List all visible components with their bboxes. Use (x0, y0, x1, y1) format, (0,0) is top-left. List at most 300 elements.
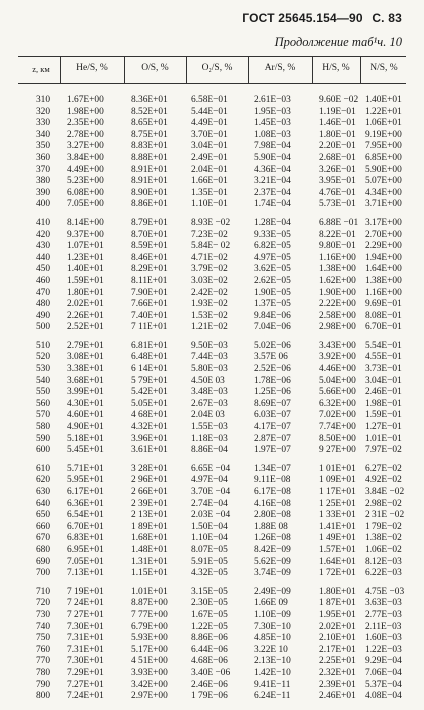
ar-cell: 1.10E−09 (254, 609, 291, 620)
h-cell: 2.98E+00 (319, 322, 356, 333)
o-cell: 2 66E+01 (131, 487, 168, 497)
he-cell: 4.49E+00 (67, 164, 104, 175)
n-cell: 6.27E−02 (365, 463, 402, 474)
altitude-cell: 530 (35, 364, 50, 375)
o-cell: 1 89E+01 (131, 521, 168, 532)
n-cell: 4.75E −03 (365, 586, 405, 597)
h-cell: 2.20E−01 (319, 141, 356, 152)
n-cell: 4.08E−04 (365, 691, 402, 702)
table-row (0, 299, 424, 311)
n-cell: 4.34E+00 (365, 187, 402, 198)
o2-cell: 1.10E−01 (191, 199, 228, 210)
table-row (0, 445, 424, 457)
h-cell: 1 01E+01 (319, 463, 356, 474)
table-row-group (0, 587, 424, 703)
ar-cell: 9.11E−08 (254, 475, 291, 486)
ar-cell: 8.42E−09 (254, 544, 291, 555)
h-cell: 4.46E+00 (319, 364, 356, 375)
ar-cell: 9.84E−06 (254, 310, 291, 321)
o2-cell: 1.50E−04 (191, 521, 228, 532)
o2-cell: 3.03E−02 (191, 275, 228, 286)
o2-cell: 4.97E−04 (191, 475, 228, 486)
n-cell: 4.92E−02 (365, 475, 402, 486)
altitude-cell: 470 (35, 287, 50, 298)
h-cell: 8.50E+00 (319, 433, 356, 444)
column-header-altitude: z, км (32, 64, 50, 74)
he-cell: 2.78E+00 (67, 129, 104, 140)
o-cell: 1.31E+01 (131, 556, 168, 567)
ar-cell: 1.28E−04 (254, 217, 291, 228)
he-cell: 7.31E+01 (67, 633, 104, 644)
he-cell: 6.70E+01 (67, 521, 104, 532)
o2-cell: 4.71E−02 (191, 252, 228, 263)
o-cell: 8.46E+01 (131, 252, 168, 263)
n-cell: 2.98E−02 (365, 498, 402, 509)
n-cell: 3.63E−03 (365, 598, 402, 609)
ar-cell: 2.87E−07 (254, 433, 291, 444)
he-cell: 5.45E+01 (67, 445, 104, 456)
altitude-cell: 750 (35, 633, 50, 644)
table-row (0, 568, 424, 580)
o-cell: 8.83E+01 (131, 141, 168, 152)
table-row (0, 533, 424, 545)
n-cell: 5.54E−01 (365, 340, 402, 351)
o2-cell: 1.10E−04 (191, 533, 228, 544)
h-cell: 3.92E+00 (319, 352, 356, 363)
he-cell: 7.30E+01 (67, 656, 104, 667)
ar-cell: 1.90E−05 (254, 287, 291, 298)
table-row (0, 510, 424, 522)
h-cell: 1 17E+01 (319, 487, 356, 497)
he-cell: 3.99E+01 (67, 387, 104, 398)
n-cell: 2 31E −02 (365, 510, 405, 521)
h-cell: 1.95E+01 (319, 609, 356, 620)
table-row (0, 376, 424, 388)
altitude-cell: 340 (35, 129, 50, 140)
o-cell: 1.01E+01 (131, 586, 168, 597)
h-cell: 1.19E−01 (319, 106, 356, 117)
table-row (0, 645, 424, 657)
he-cell: 7.05E+01 (67, 556, 104, 567)
ar-cell: 6.17E−08 (254, 487, 291, 497)
he-cell: 4.30E+01 (67, 398, 104, 409)
he-cell: 7.27E+01 (67, 679, 104, 690)
altitude-cell: 690 (35, 556, 50, 567)
h-cell: 1.46E−01 (319, 118, 356, 129)
ar-cell: 4.16E−08 (254, 498, 291, 509)
h-cell: 7.02E+00 (319, 410, 356, 421)
altitude-cell: 380 (35, 176, 50, 187)
o2-cell: 9.50E−03 (191, 340, 228, 351)
n-cell: 6.22E−03 (365, 568, 402, 579)
table-body (0, 95, 424, 710)
ar-cell: 3.62E−05 (254, 264, 291, 275)
he-cell: 2.26E+01 (67, 310, 104, 321)
altitude-cell: 540 (35, 375, 50, 386)
ar-cell: 1.74E−04 (254, 199, 291, 210)
ar-cell: 2.52E−06 (254, 364, 291, 375)
o-cell: 6.81E+01 (131, 340, 168, 351)
o-cell: 7.90E+01 (131, 287, 168, 298)
ar-cell: 7.98E−04 (254, 141, 291, 152)
o2-cell: 4.50E 03 (191, 375, 225, 386)
n-cell: 3.73E−01 (365, 364, 402, 375)
o2-cell: 8.07E−05 (191, 544, 228, 555)
h-cell: 6.32E+00 (319, 398, 356, 409)
n-cell: 1.06E+01 (365, 118, 402, 129)
o-cell: 3 28E+01 (131, 463, 168, 474)
he-cell: 7.31E+01 (67, 644, 104, 655)
he-cell: 3.27E+00 (67, 141, 104, 152)
ar-cell: 1.26E−08 (254, 533, 291, 544)
o2-cell: 3.70E−01 (191, 129, 228, 140)
ar-cell: 3.74E−09 (254, 568, 291, 579)
o2-cell: 1.66E−01 (191, 176, 228, 187)
n-cell: 7.97E−02 (365, 445, 402, 456)
h-cell: 2.46E+01 (319, 691, 356, 702)
h-cell: 9 27E+00 (319, 445, 356, 456)
altitude-cell: 800 (35, 691, 50, 702)
altitude-cell: 790 (35, 679, 50, 690)
he-cell: 6.36E+01 (67, 498, 104, 509)
h-cell: 5.04E+00 (319, 375, 356, 386)
ar-cell: 2.61E−03 (254, 95, 291, 105)
table-row (0, 218, 424, 230)
n-cell: 1 79E−02 (365, 521, 402, 532)
table-row (0, 188, 424, 200)
he-cell: 6.95E+01 (67, 544, 104, 555)
he-cell: 7 24E+01 (67, 598, 104, 609)
ar-cell: 2.13E−10 (254, 656, 291, 667)
o-cell: 5.05E+01 (131, 398, 168, 409)
table-row-group (0, 464, 424, 580)
o-cell: 5.93E+00 (131, 633, 168, 644)
o2-cell: 4.32E−05 (191, 568, 228, 579)
n-cell: 3.04E−01 (365, 375, 402, 386)
o2-cell: 4.49E−01 (191, 118, 228, 129)
altitude-cell: 440 (35, 252, 50, 263)
ar-cell: 4.97E−05 (254, 252, 291, 263)
table-continuation-label: Продолжение таб¹ч. 10 (274, 35, 402, 49)
o-cell: 7.66E+01 (131, 299, 168, 310)
table-row (0, 165, 424, 177)
ar-cell: 1.45E−03 (254, 118, 291, 129)
o-cell: 2 39E+01 (131, 498, 168, 509)
o-cell: 8.79E+01 (131, 217, 168, 228)
o-cell: 7.40E+01 (131, 310, 168, 321)
h-cell: 2.10E+01 (319, 633, 356, 644)
he-cell: 2.52E+01 (67, 322, 104, 333)
o-cell: 7 11E+01 (131, 322, 168, 333)
altitude-cell: 640 (35, 498, 50, 509)
altitude-cell: 650 (35, 510, 50, 521)
ar-cell: 1.88E 08 (254, 521, 288, 532)
he-cell: 8.14E+00 (67, 217, 104, 228)
ar-cell: 1.34E−07 (254, 463, 291, 474)
table-row (0, 118, 424, 130)
h-cell: 1.62E+00 (319, 275, 356, 286)
n-cell: 8.12E−03 (365, 556, 402, 567)
o-cell: 2 96E+01 (131, 475, 168, 486)
h-cell: 5.73E−01 (319, 199, 356, 210)
table-row (0, 153, 424, 165)
o2-cell: 2.04E 03 (191, 410, 225, 421)
h-cell: 1.80E+01 (319, 586, 356, 597)
ar-cell: 4.36E−04 (254, 164, 291, 175)
altitude-cell: 780 (35, 667, 50, 678)
table-row (0, 691, 424, 703)
o2-cell: 2.30E−05 (191, 598, 228, 609)
he-cell: 9.37E+00 (67, 229, 104, 240)
altitude-cell: 660 (35, 521, 50, 532)
altitude-cell: 370 (35, 164, 50, 175)
ar-cell: 1.08E−03 (254, 129, 291, 140)
he-cell: 2.35E+00 (67, 118, 104, 129)
table-row (0, 422, 424, 434)
table-row (0, 475, 424, 487)
table-row (0, 253, 424, 265)
h-cell: 1.80E−01 (319, 129, 356, 140)
ar-cell: 8.69E−07 (254, 398, 291, 409)
o2-cell: 8.86E−06 (191, 633, 228, 644)
altitude-cell: 570 (35, 410, 50, 421)
table-row (0, 598, 424, 610)
h-cell: 1.90E+00 (319, 287, 356, 298)
o2-cell: 1 79E−06 (191, 691, 228, 702)
ar-cell: 4.17E−07 (254, 422, 291, 433)
ar-cell: 7.04E−06 (254, 322, 291, 333)
column-header-o: O/S, % (141, 63, 169, 73)
o2-cell: 2.42E−02 (191, 287, 228, 298)
o2-cell: 3.79E−02 (191, 264, 228, 275)
o-cell: 8.91E+01 (131, 176, 168, 187)
ar-cell: 1.78E−06 (254, 375, 291, 386)
table-row (0, 311, 424, 323)
n-cell: 1.27E−01 (365, 422, 402, 433)
table-row (0, 656, 424, 668)
he-cell: 5.18E+01 (67, 433, 104, 444)
o2-cell: 3.15E−05 (191, 586, 228, 597)
o-cell: 1.68E+01 (131, 533, 168, 544)
altitude-cell: 700 (35, 568, 50, 579)
o-cell: 8.87E+00 (131, 598, 168, 609)
o-cell: 8.86E+01 (131, 199, 168, 210)
ar-cell: 1.95E−03 (254, 106, 291, 117)
o2-cell: 6.44E−06 (191, 644, 228, 655)
he-cell: 5.23E+00 (67, 176, 104, 187)
ar-cell: 1.97E−07 (254, 445, 291, 456)
n-cell: 6.85E+00 (365, 152, 402, 163)
o2-cell: 3.48E−03 (191, 387, 228, 398)
n-cell: 1.98E−01 (365, 398, 402, 409)
n-cell: 7.06E−04 (365, 667, 402, 678)
o-cell: 1.48E+01 (131, 544, 168, 555)
o-cell: 6.48E+01 (131, 352, 168, 363)
o2-cell: 2.46E−06 (191, 679, 228, 690)
altitude-cell: 760 (35, 644, 50, 655)
altitude-cell: 580 (35, 422, 50, 433)
he-cell: 3.08E+01 (67, 352, 104, 363)
altitude-cell: 410 (35, 217, 50, 228)
o-cell: 5 79E+01 (131, 375, 168, 386)
o2-cell: 7.44E−03 (191, 352, 228, 363)
column-header-he: He/S, % (76, 63, 108, 73)
table-row (0, 176, 424, 188)
altitude-cell: 610 (35, 463, 50, 474)
he-cell: 7.30E+01 (67, 621, 104, 632)
ar-cell: 5.62E−09 (254, 556, 291, 567)
n-cell: 8.08E−01 (365, 310, 402, 321)
he-cell: 4.90E+01 (67, 422, 104, 433)
o-cell: 8.65E+01 (131, 118, 168, 129)
o2-cell: 8.86E−04 (191, 445, 228, 456)
table-header-rule (18, 83, 406, 84)
altitude-cell: 390 (35, 187, 50, 198)
o-cell: 8.29E+01 (131, 264, 168, 275)
o-cell: 3.61E+01 (131, 445, 168, 456)
o2-cell: 1.35E−01 (191, 187, 228, 198)
he-cell: 7.24E+01 (67, 691, 104, 702)
h-cell: 2.02E+01 (319, 621, 356, 632)
n-cell: 7.95E+00 (365, 141, 402, 152)
o2-cell: 5.84E− 02 (191, 241, 231, 252)
table-row (0, 276, 424, 288)
table-row (0, 668, 424, 680)
table-row-group (0, 341, 424, 457)
n-cell: 1.38E+00 (365, 275, 402, 286)
n-cell: 5.37E−04 (365, 679, 402, 690)
ar-cell: 1.42E−10 (254, 667, 291, 678)
n-cell: 2.11E−03 (365, 621, 402, 632)
he-cell: 2.02E+01 (67, 299, 104, 310)
table-row (0, 557, 424, 569)
n-cell: 5.07E+00 (365, 176, 402, 187)
o-cell: 7 77E+00 (131, 609, 168, 620)
he-cell: 6.17E+01 (67, 487, 104, 497)
table-row (0, 622, 424, 634)
o-cell: 6 14E+01 (131, 364, 168, 375)
table-row (0, 95, 424, 107)
altitude-cell: 520 (35, 352, 50, 363)
page-number: С. 83 (372, 11, 402, 25)
table-row (0, 288, 424, 300)
h-cell: 1.64E+01 (319, 556, 356, 567)
h-cell: 1.16E+00 (319, 252, 356, 263)
n-cell: 3.71E+00 (365, 199, 402, 210)
n-cell: 1.01E−01 (365, 433, 402, 444)
altitude-cell: 550 (35, 387, 50, 398)
h-cell: 1 25E+01 (319, 498, 356, 509)
he-cell: 6.83E+01 (67, 533, 104, 544)
altitude-cell: 710 (35, 586, 50, 597)
n-cell: 2.70E+00 (365, 229, 402, 240)
altitude-cell: 400 (35, 199, 50, 210)
altitude-cell: 430 (35, 241, 50, 252)
h-cell: 3.43E+00 (319, 340, 356, 351)
h-cell: 2.68E−01 (319, 152, 356, 163)
altitude-cell: 630 (35, 487, 50, 497)
he-cell: 5.95E+01 (67, 475, 104, 486)
o2-cell: 5.80E−03 (191, 364, 228, 375)
n-cell: 6.70E−01 (365, 322, 402, 333)
n-cell: 3.84E −02 (365, 487, 405, 497)
he-cell: 7 19E+01 (67, 586, 104, 597)
n-cell: 1.94E+00 (365, 252, 402, 263)
o-cell: 8.36E+01 (131, 95, 168, 105)
standard-number: ГОСТ 25645.154—90 (242, 11, 363, 25)
o-cell: 5.42E+01 (131, 387, 168, 398)
o-cell: 8.70E+01 (131, 229, 168, 240)
h-cell: 7.74E+00 (319, 422, 356, 433)
table-row (0, 633, 424, 645)
h-cell: 2.58E+00 (319, 310, 356, 321)
table-row (0, 107, 424, 119)
o2-cell: 6.65E −04 (191, 463, 231, 474)
o2-cell: 3.70E −04 (191, 487, 231, 497)
he-cell: 7.29E+01 (67, 667, 104, 678)
column-header-h: H/S, % (322, 63, 350, 73)
o-cell: 3.96E+01 (131, 433, 168, 444)
ar-cell: 5.90E−04 (254, 152, 291, 163)
ar-cell: 5.02E−06 (254, 340, 291, 351)
altitude-cell: 480 (35, 299, 50, 310)
o-cell: 8.59E+01 (131, 241, 168, 252)
o2-cell: 2.67E−03 (191, 398, 228, 409)
ar-cell: 3.22E 10 (254, 644, 288, 655)
he-cell: 7 27E+01 (67, 609, 104, 620)
altitude-cell: 330 (35, 118, 50, 129)
ar-cell: 1.66E 09 (254, 598, 288, 609)
table-row (0, 434, 424, 446)
o2-cell: 2.03E −04 (191, 510, 231, 521)
he-cell: 3.38E+01 (67, 364, 104, 375)
ar-cell: 3.21E−04 (254, 176, 291, 187)
ar-cell: 2.49E−09 (254, 586, 291, 597)
table-row (0, 341, 424, 353)
h-cell: 1 72E+01 (319, 568, 356, 579)
table-row-group (0, 218, 424, 334)
column-header-ar: Ar/S, % (264, 63, 296, 73)
table-row (0, 364, 424, 376)
he-cell: 7.13E+01 (67, 568, 104, 579)
o2-cell: 5.91E−05 (191, 556, 228, 567)
column-header-n: N/S, % (370, 63, 398, 73)
he-cell: 1.98E+00 (67, 106, 104, 117)
altitude-cell: 600 (35, 445, 50, 456)
altitude-cell: 510 (35, 340, 50, 351)
table-row (0, 199, 424, 211)
o-cell: 8.11E+01 (131, 275, 168, 286)
n-cell: 1.60E−03 (365, 633, 402, 644)
altitude-cell: 620 (35, 475, 50, 486)
table-row (0, 130, 424, 142)
he-cell: 1.07E+01 (67, 241, 104, 252)
h-cell: 5.66E+00 (319, 387, 356, 398)
h-cell: 2.25E+01 (319, 656, 356, 667)
n-cell: 1.38E−02 (365, 533, 402, 544)
h-cell: 6.88E −01 (319, 217, 359, 228)
o2-cell: 3.04E−01 (191, 141, 228, 152)
n-cell: 2.29E+00 (365, 241, 402, 252)
o2-cell: 2.49E−01 (191, 152, 228, 163)
running-header (242, 11, 402, 25)
table-row (0, 587, 424, 599)
altitude-cell: 670 (35, 533, 50, 544)
o-cell: 3.42E+00 (131, 679, 168, 690)
ar-cell: 2.37E−04 (254, 187, 291, 198)
h-cell: 2.39E+01 (319, 679, 356, 690)
ar-cell: 4.85E−10 (254, 633, 291, 644)
